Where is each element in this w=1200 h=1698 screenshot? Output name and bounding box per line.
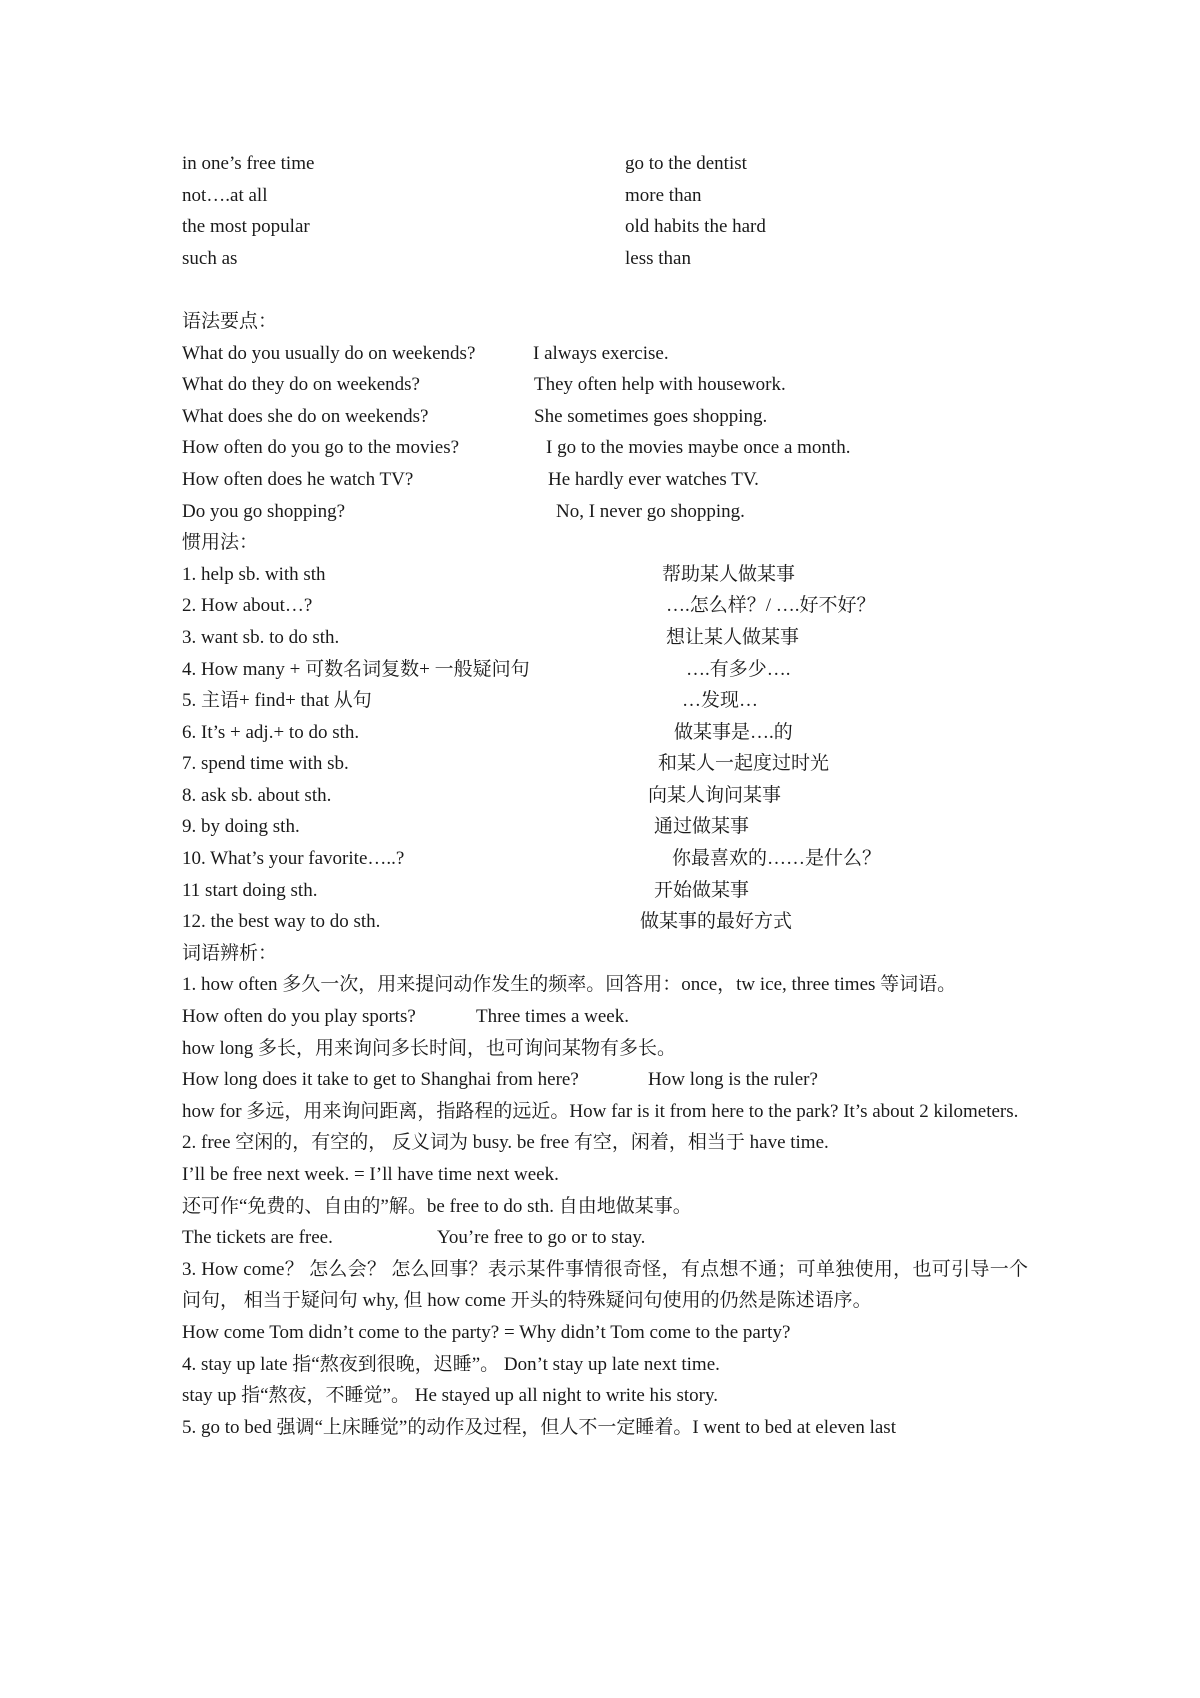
grammar-question: How often does he watch TV?: [182, 468, 414, 490]
phrase-left: not….at all: [182, 184, 268, 206]
usage-english: 9. by doing sth.: [182, 816, 300, 838]
example-answer: How long is the ruler?: [648, 1069, 818, 1091]
analysis-paragraph: 4. stay up late 指“熬夜到很晚，迟睡”。 Don’t stay up late next time.: [182, 1353, 720, 1375]
usage-item: [182, 748, 1028, 780]
usage-chinese: …发现…: [682, 690, 759, 712]
usage-item: [182, 685, 1028, 717]
example-sentence: [182, 1064, 1028, 1096]
grammar-question: What do you usually do on weekends?: [182, 342, 476, 364]
grammar-question: How often do you go to the movies?: [182, 437, 460, 459]
analysis-paragraph: how long 多长，用来询问多长时间，也可询问某物有多长。: [182, 1037, 677, 1059]
usage-chinese: 通过做某事: [654, 816, 750, 838]
document-page: [182, 148, 1028, 1443]
usage-english: 3. want sb. to do sth.: [182, 626, 340, 648]
usage-heading: 惯用法：: [182, 532, 259, 554]
analysis-paragraph: how for 多远，用来询问距离，指路程的远近。How far is it from here to the park? It’s about 2 kilometers.: [182, 1100, 1019, 1122]
usage-chinese: 想让某人做某事: [666, 626, 800, 648]
usage-item: [182, 590, 1028, 622]
usage-english: 6. It’s + adj.+ to do sth.: [182, 721, 360, 743]
example-b: You’re free to go or to stay.: [437, 1227, 646, 1249]
grammar-question: What does she do on weekends?: [182, 405, 429, 427]
phrase-left: the most popular: [182, 216, 310, 238]
phrase-row: [182, 243, 1028, 275]
analysis-paragraph: 1. how often 多久一次，用来提问动作发生的频率。回答用：once，tw ice, three times 等词语。: [182, 974, 957, 996]
usage-item: [182, 811, 1028, 843]
usage-chinese: ….有多少….: [686, 658, 791, 680]
grammar-answer: No, I never go shopping.: [556, 500, 745, 522]
grammar-row: [182, 496, 1028, 528]
usage-english: 8. ask sb. about sth.: [182, 784, 332, 806]
grammar-row: [182, 338, 1028, 370]
grammar-heading: 语法要点：: [182, 310, 278, 332]
usage-chinese: 开始做某事: [654, 879, 750, 901]
usage-english: 2. How about…?: [182, 595, 313, 617]
usage-chinese: 向某人询问某事: [648, 784, 782, 806]
analysis-section: [182, 969, 1028, 1443]
example-a: The tickets are free.: [182, 1227, 333, 1249]
grammar-answer: I go to the movies maybe once a month.: [546, 437, 851, 459]
analysis-paragraph: 3. How come？ 怎么会？ 怎么回事？表示某件事情很奇怪，有点想不通；可单独使用，也可引导一个问句， 相当于疑问句 why, 但 how come 开头的特殊疑问句使用的仍然是陈述语序。: [182, 1258, 1028, 1312]
phrase-row: [182, 148, 1028, 180]
example-question: How long does it take to get to Shanghai from here?: [182, 1069, 579, 1091]
example-sentence: [182, 1222, 1028, 1254]
grammar-row: [182, 401, 1028, 433]
grammar-row: [182, 369, 1028, 401]
analysis-paragraph: stay up 指“熬夜，不睡觉”。 He stayed up all night to write his story.: [182, 1385, 718, 1407]
usage-item: [182, 717, 1028, 749]
phrase-list: [182, 148, 1028, 274]
usage-list: [182, 559, 1028, 938]
phrase-left: such as: [182, 247, 238, 269]
grammar-answer: They often help with housework.: [534, 374, 786, 396]
usage-english: 11 start doing sth.: [182, 879, 318, 901]
usage-chinese: 做某事的最好方式: [640, 911, 793, 933]
usage-chinese: 你最喜欢的……是什么？: [672, 848, 882, 870]
usage-chinese: 做某事是….的: [674, 721, 793, 743]
usage-english: 7. spend time with sb.: [182, 753, 349, 775]
grammar-list: [182, 338, 1028, 528]
example-sentence: How come Tom didn’t come to the party? = Why didn’t Tom come to the party?: [182, 1321, 791, 1343]
usage-item: [182, 559, 1028, 591]
grammar-answer: She sometimes goes shopping.: [534, 405, 768, 427]
grammar-answer: I always exercise.: [533, 342, 669, 364]
usage-item: [182, 875, 1028, 907]
usage-item: [182, 906, 1028, 938]
usage-english: 12. the best way to do sth.: [182, 911, 381, 933]
example-sentence: [182, 1001, 1028, 1033]
grammar-answer: He hardly ever watches TV.: [548, 468, 759, 490]
grammar-question: What do they do on weekends?: [182, 374, 420, 396]
usage-chinese: ….怎么样？/ ….好不好？: [666, 595, 876, 617]
usage-english: 10. What’s your favorite…..?: [182, 848, 405, 870]
grammar-row: [182, 432, 1028, 464]
phrase-row: [182, 211, 1028, 243]
grammar-question: Do you go shopping?: [182, 500, 346, 522]
usage-english: 5. 主语+ find+ that 从句: [182, 690, 372, 712]
grammar-row: [182, 464, 1028, 496]
usage-item: [182, 780, 1028, 812]
phrase-right: more than: [625, 184, 702, 206]
usage-english: 1. help sb. with sth: [182, 563, 326, 585]
usage-chinese: 和某人一起度过时光: [658, 753, 830, 775]
analysis-heading: 词语辨析：: [182, 942, 278, 964]
example-sentence: I’ll be free next week. = I’ll have time next week.: [182, 1164, 559, 1185]
phrase-right: go to the dentist: [625, 153, 747, 174]
phrase-right: old habits the hard: [625, 216, 766, 238]
phrase-row: [182, 180, 1028, 212]
usage-item: [182, 622, 1028, 654]
analysis-paragraph: 2. free 空闲的，有空的， 反义词为 busy. be free 有空，闲着，相当于 have time.: [182, 1132, 829, 1154]
example-answer: Three times a week.: [476, 1006, 629, 1028]
phrase-right: less than: [625, 247, 691, 269]
usage-english: 4. How many + 可数名词复数+ 一般疑问句: [182, 658, 530, 680]
analysis-paragraph: 还可作“免费的、自由的”解。be free to do sth. 自由地做某事。: [182, 1195, 692, 1217]
usage-chinese: 帮助某人做某事: [662, 563, 796, 585]
usage-item: [182, 654, 1028, 686]
example-question: How often do you play sports?: [182, 1006, 416, 1028]
analysis-paragraph: 5. go to bed 强调“上床睡觉”的动作及过程，但人不一定睡着。I went to bed at eleven last: [182, 1416, 896, 1438]
spacer: [182, 274, 1028, 306]
phrase-left: in one’s free time: [182, 153, 315, 174]
usage-item: [182, 843, 1028, 875]
